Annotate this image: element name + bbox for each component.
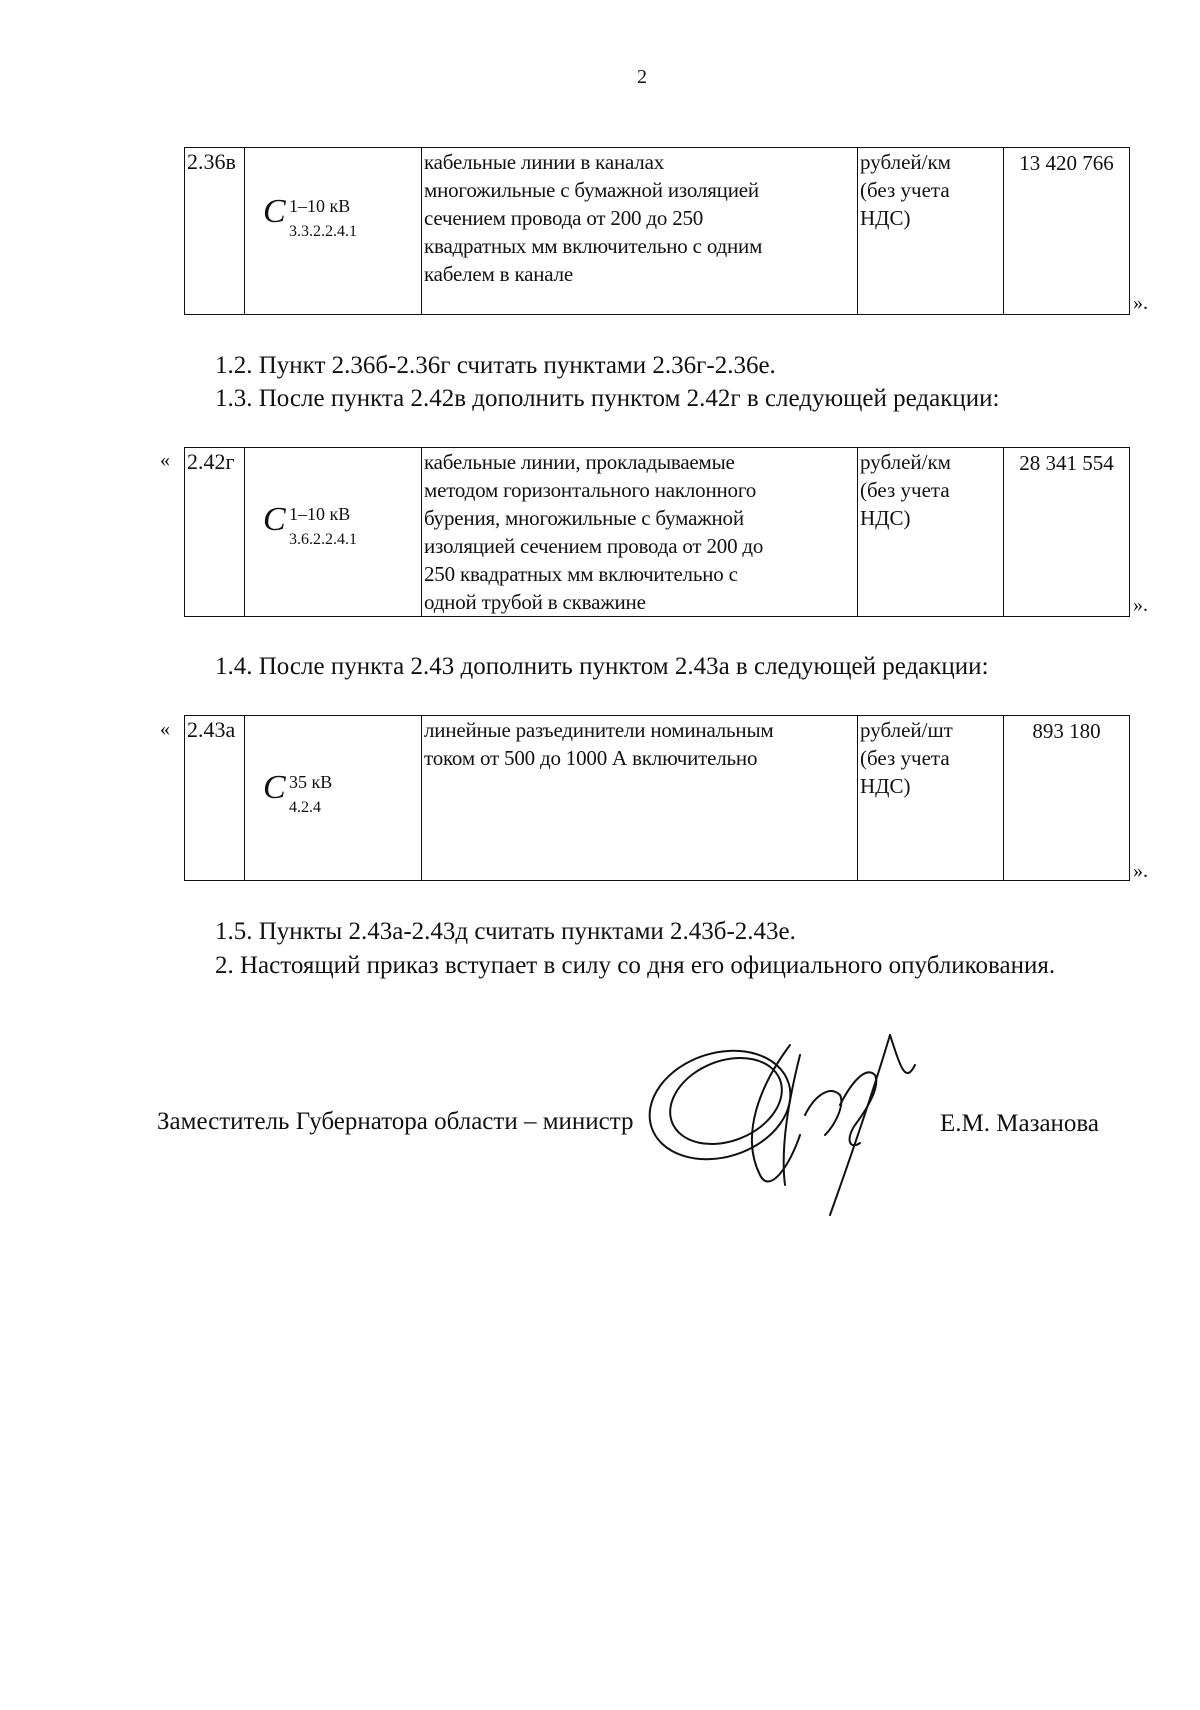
table-2-43a	[184, 715, 1130, 881]
formula-sup: 35 кВ	[289, 772, 333, 792]
handwritten-signature	[640, 1025, 930, 1225]
signatory-title: Заместитель Губернатора области – министр	[157, 1108, 634, 1135]
paragraph-1-3: 1.3. После пункта 2.42в дополнить пунктом 2.42г в следующей редакции:	[215, 385, 1000, 412]
unit-line: НДС)	[860, 506, 911, 530]
table-row	[185, 716, 1130, 881]
formula-base: C	[263, 769, 286, 806]
paragraph-1-5: 1.5. Пункты 2.43а-2.43д считать пунктами 2.43б-2.43е.	[215, 918, 796, 945]
formula-base: C	[263, 501, 286, 538]
table-row	[185, 448, 1130, 617]
description-line: линейные разъединители номинальным	[424, 718, 774, 742]
description-line: кабелем в канале	[424, 262, 573, 286]
formula-sub: 4.2.4	[289, 799, 321, 816]
unit-line: (без учета	[860, 478, 950, 502]
closing-quote: ».	[1133, 594, 1148, 616]
description-cell	[422, 716, 858, 881]
unit-line: НДС)	[860, 206, 911, 230]
formula-base: C	[263, 193, 286, 230]
formula-sub: 3.6.2.2.4.1	[289, 531, 357, 548]
unit-line: НДС)	[860, 774, 911, 798]
formula	[263, 769, 333, 816]
formula	[263, 193, 357, 240]
description-cell	[422, 448, 858, 617]
item-number: 2.42г	[185, 448, 245, 617]
signatory-name: Е.М. Мазанова	[940, 1110, 1099, 1137]
item-number: 2.43а	[185, 716, 245, 881]
description-line: бурения, многожильные с бумажной	[424, 506, 744, 530]
description-line: одной трубой в скважине	[424, 590, 646, 614]
unit-cell	[858, 448, 1004, 617]
formula-sub: 3.3.2.2.4.1	[289, 223, 357, 240]
description-line: кабельные линии в каналах	[424, 150, 665, 174]
description-line: методом горизонтального наклонного	[424, 478, 757, 502]
formula-cell	[245, 448, 422, 617]
table-2-36v	[184, 147, 1130, 315]
description-line: квадратных мм включительно с одним	[424, 234, 763, 258]
unit-line: рублей/км	[860, 150, 951, 174]
unit-line: (без учета	[860, 178, 950, 202]
closing-quote: ».	[1133, 860, 1148, 882]
page-number: 2	[637, 66, 647, 88]
value-cell: 893 180	[1004, 716, 1130, 881]
opening-quote: «	[160, 449, 170, 471]
table-row	[185, 148, 1130, 315]
opening-quote: «	[160, 718, 170, 740]
formula-cell	[245, 716, 422, 881]
unit-line: рублей/шт	[860, 718, 953, 742]
description-cell	[422, 148, 858, 315]
value-cell: 13 420 766	[1004, 148, 1130, 315]
formula	[263, 501, 357, 548]
description-line: кабельные линии, прокладываемые	[424, 450, 735, 474]
unit-line: рублей/км	[860, 450, 951, 474]
description-line: сечением провода от 200 до 250	[424, 206, 704, 230]
item-number: 2.36в	[185, 148, 245, 315]
unit-cell	[858, 148, 1004, 315]
paragraph-1-4: 1.4. После пункта 2.43 дополнить пунктом 2.43а в следующей редакции:	[215, 653, 989, 680]
paragraph-2: 2. Настоящий приказ вступает в силу со дня его официального опубликования.	[215, 952, 1056, 979]
value-cell: 28 341 554	[1004, 448, 1130, 617]
formula-cell	[245, 148, 422, 315]
description-line: 250 квадратных мм включительно с	[424, 562, 738, 586]
unit-cell	[858, 716, 1004, 881]
table-2-42g	[184, 447, 1130, 617]
paragraph-1-2: 1.2. Пункт 2.36б-2.36г считать пунктами 2.36г-2.36е.	[215, 352, 776, 379]
closing-quote: ».	[1133, 292, 1148, 314]
unit-line: (без учета	[860, 746, 950, 770]
description-line: изоляцией сечением провода от 200 до	[424, 534, 764, 558]
description-line: током от 500 до 1000 А включительно	[424, 746, 758, 770]
description-line: многожильные с бумажной изоляцией	[424, 178, 759, 202]
formula-sup: 1–10 кВ	[289, 504, 351, 524]
formula-sup: 1–10 кВ	[289, 196, 351, 216]
